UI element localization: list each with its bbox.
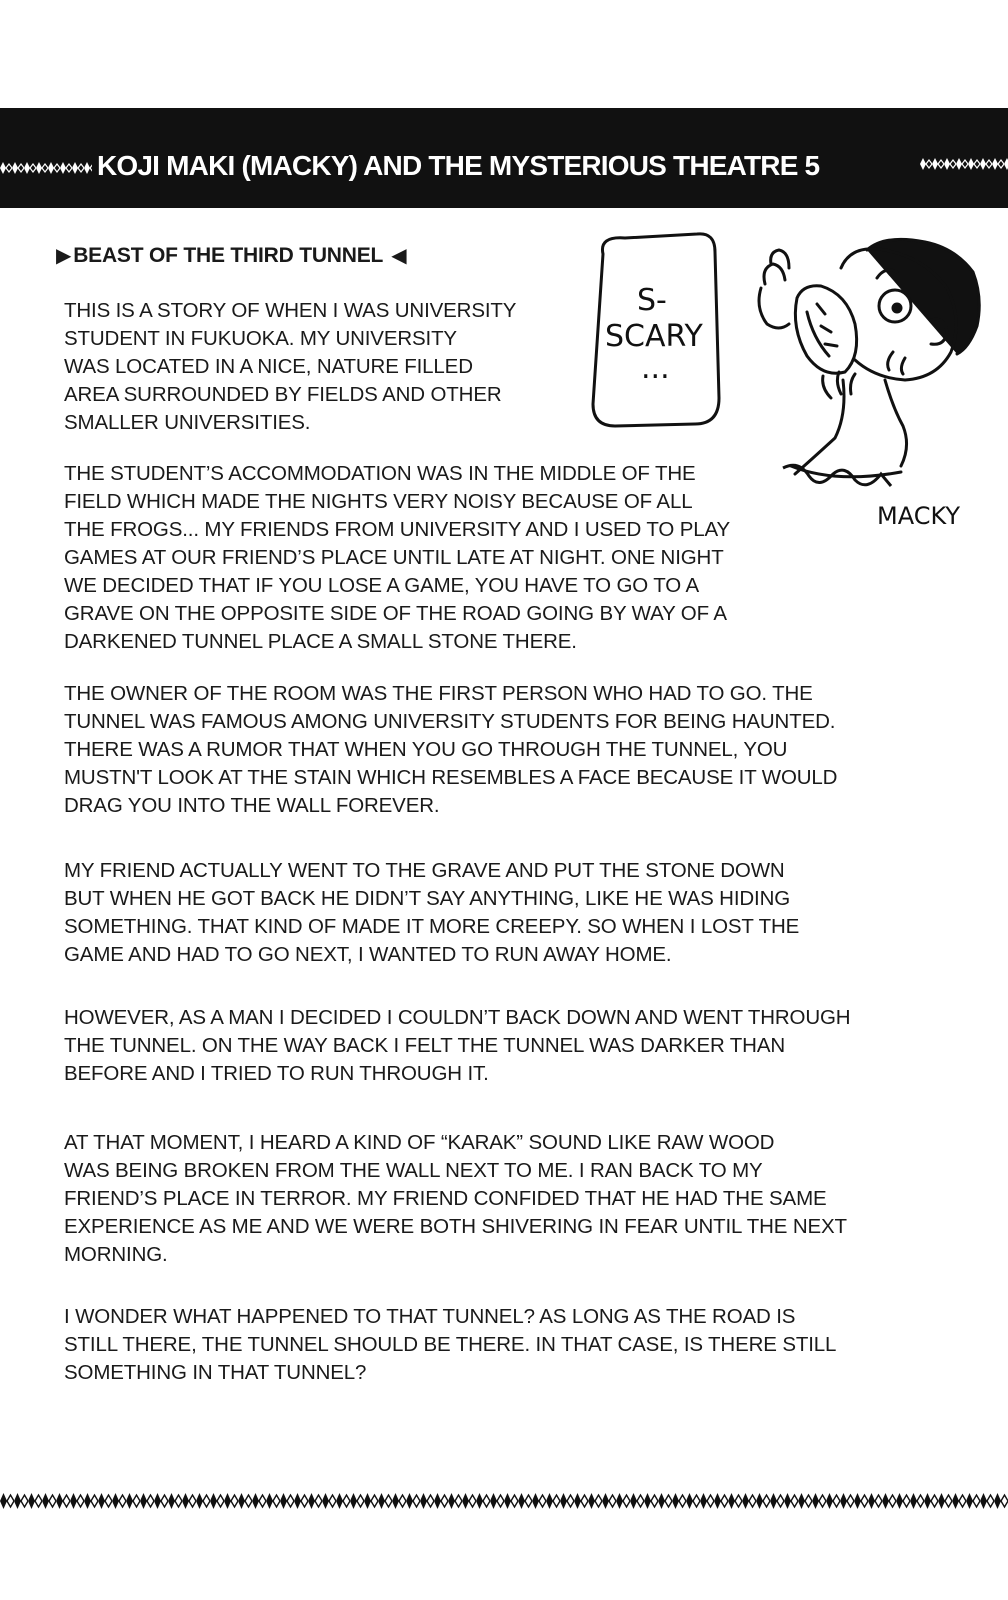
ornament-border-right: [920, 156, 1008, 172]
speech-text-line3: ...: [641, 351, 670, 386]
section-heading: [56, 244, 406, 268]
story-paragraph-5: HOWEVER, AS A MAN I DECIDED I COULDN’T BACK DOWN AND WENT THROUGH THE TUNNEL. ON THE WAY BACK I FELT THE TUNNEL WAS DARKER THAN BEFORE AND I TRIED TO RUN THROUGH IT.: [64, 1006, 851, 1085]
story-paragraph-4: MY FRIEND ACTUALLY WENT TO THE GRAVE AND PUT THE STONE DOWN BUT WHEN HE GOT BACK HE DIDN’T SAY ANYTHING, LIKE HE WAS HIDING SOMETHING. THAT KIND OF MADE IT MORE CREEPY. SO WHEN I LOST THE GAME AND HAD TO GO NEXT, I WANTED TO RUN AWAY HOME.: [64, 859, 800, 966]
ornament-border-left: [0, 160, 92, 176]
speech-text-line2: SCARY: [605, 319, 703, 354]
section-heading-text: BEAST OF THE THIRD TUNNEL: [73, 244, 384, 267]
macky-character: [759, 239, 979, 476]
story-paragraph-2: THE STUDENT’S ACCOMMODATION WAS IN THE MIDDLE OF THE FIELD WHICH MADE THE NIGHTS VERY NOISY BECAUSE OF ALL THE FROGS... MY FRIENDS FROM UNIVERSITY AND I USED TO PLAY GAMES AT OUR FRIEND’S PLACE UNTIL LATE AT NIGHT. ONE NIGHT WE DECIDED THAT IF YOU LOSE A GAME, YOU HAVE TO GO TO A GRAVE ON THE OPPOSITE SIDE OF THE ROAD GOING BY WAY OF A DARKENED TUNNEL PLACE A SMALL STONE THERE.: [64, 462, 731, 653]
story-paragraph-7: I WONDER WHAT HAPPENED TO THAT TUNNEL? AS LONG AS THE ROAD IS STILL THERE, THE TUNNEL SHOULD BE THERE. IN THAT CASE, IS THERE STILL SOMETHING IN THAT TUNNEL?: [64, 1305, 837, 1384]
story-paragraph-6: AT THAT MOMENT, I HEARD A KIND OF “KARAK” SOUND LIKE RAW WOOD WAS BEING BROKEN FROM THE WALL NEXT TO ME. I RAN BACK TO MY FRIEND’S PLACE IN TERROR. MY FRIEND CONFIDED THAT HE HAD THE SAME EXPERIENCE AS ME AND WE WERE BOTH SHIVERING IN FEAR UNTIL THE NEXT MORNING.: [64, 1131, 847, 1266]
left-pointer-icon: ◀: [391, 245, 407, 267]
title-banner: [0, 108, 1008, 208]
story-paragraph-3: THE OWNER OF THE ROOM WAS THE FIRST PERSON WHO HAD TO GO. THE TUNNEL WAS FAMOUS AMONG UNIVERSITY STUDENTS FOR BEING HAUNTED. THERE WAS A RUMOR THAT WHEN YOU GO THROUGH THE TUNNEL, YOU MUSTN'T LOOK AT THE STAIN WHICH RESEMBLES A FACE BECAUSE IT WOULD DRAG YOU INTO THE WALL FOREVER.: [64, 682, 838, 817]
story-paragraph-1: THIS IS A STORY OF WHEN I WAS UNIVERSITY STUDENT IN FUKUOKA. MY UNIVERSITY WAS LOCATED IN A NICE, NATURE FILLED AREA SURROUNDED BY FIELDS AND OTHER SMALLER UNIVERSITIES.: [64, 299, 517, 434]
speech-text-line1: S-: [637, 283, 667, 318]
right-pointer-icon: ▶: [56, 245, 72, 267]
page-title: KOJI MAKI (MACKY) AND THE MYSTERIOUS THEATRE 5: [97, 150, 820, 181]
ornament-border-bottom: [0, 1490, 1008, 1512]
macky-name-label: MACKY: [877, 502, 961, 530]
macky-illustration: [585, 228, 985, 538]
